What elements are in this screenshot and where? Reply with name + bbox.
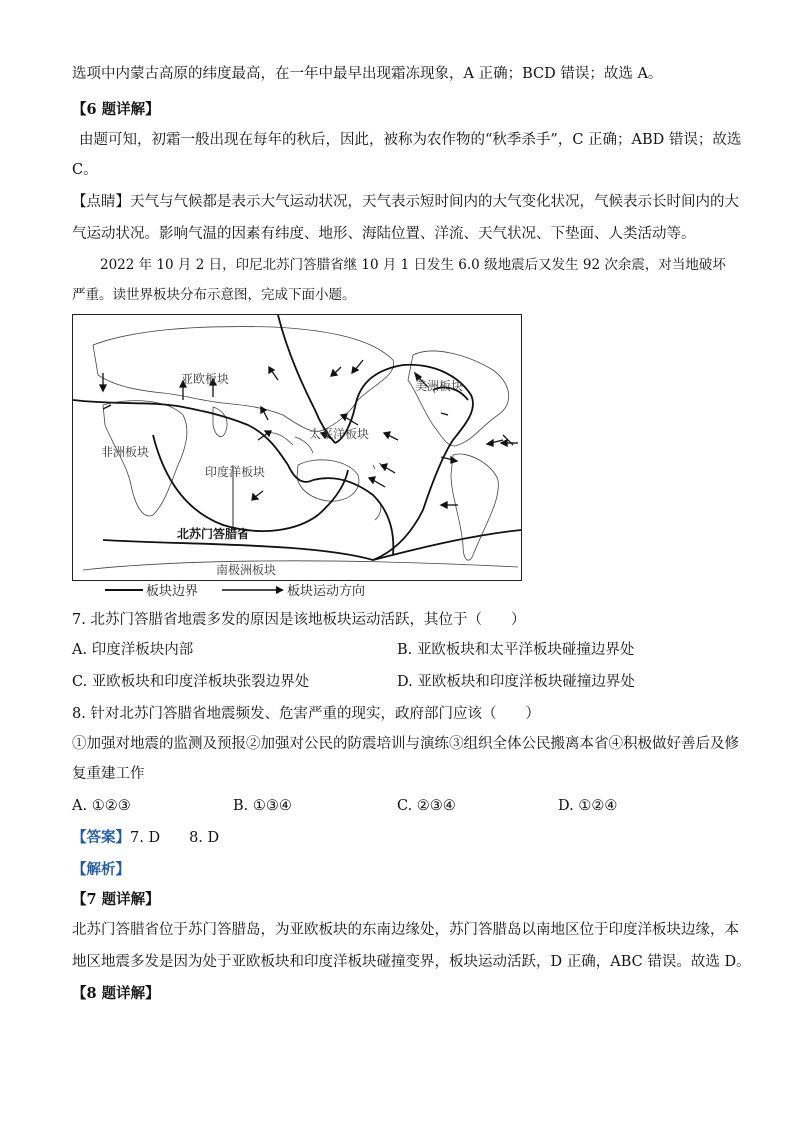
question-7-stem: 7. 北苏门答腊省地震多发的原因是该地板块运动活跃，其位于（ ）	[72, 612, 526, 628]
answer-label: 【答案】	[72, 829, 130, 846]
legend-boundary-icon	[105, 584, 145, 596]
q8-option-c: C. ②③④	[397, 798, 456, 814]
q7-option-c: C. 亚欧板块和印度洋板块张裂边界处	[72, 674, 310, 690]
question-8-body: 复重建工作	[72, 766, 145, 782]
q8-option-d: D. ①②④	[558, 798, 618, 814]
text-line: 严重。读世界板块分布示意图，完成下面小题。	[72, 287, 356, 303]
text-line: 选项中内蒙古高原的纬度最高，在一年中最早出现霜冻现象，A 正确；BCD 错误；故选 A。	[72, 66, 663, 82]
detail-7-text: 地区地震多发是因为处于亚欧板块和印度洋板块碰撞变界，板块运动活跃，D 正确，ABC 错误。故选 D。	[72, 954, 751, 970]
q7-option-d: D. 亚欧板块和印度洋板块碰撞边界处	[397, 674, 635, 690]
text-line: 由题可知，初霜一般出现在每年的秋后，因此，被称为农作物的“秋季杀手”，C 正确；ABD 错误；故选	[79, 132, 742, 148]
text-line: C。	[72, 162, 98, 178]
legend-direction-label: 板块运动方向	[287, 584, 366, 599]
detail-8-heading: 【8 题详解】	[72, 985, 160, 1002]
detail-7-heading: 【7 题详解】	[72, 891, 160, 908]
label-antarctic-plate: 南极洲板块	[216, 563, 277, 577]
text-line: 气运动状况。影响气温的因素有纬度、地形、海陆位置、洋流、天气状况、下垫面、人类活动等。	[72, 226, 696, 242]
label-north-sumatra: 北苏门答腊省	[177, 527, 250, 541]
label-africa-plate: 非洲板块	[101, 445, 150, 459]
legend-direction-arrow-icon	[222, 584, 286, 596]
answer-text: 7. D 8. D	[130, 830, 220, 846]
text-line: 【点睛】天气与气候都是表示大气运动状况，天气表示短时间内的大气变化状况，气候表示长时间内的大	[72, 194, 739, 210]
answer-row	[72, 828, 724, 848]
question-8-stem: 8. 针对北苏门答腊省地震频发、危害严重的现实，政府部门应该（ ）	[72, 706, 540, 722]
label-eurasia-plate: 亚欧板块	[181, 372, 230, 386]
text-line: 2022 年 10 月 2 日，印尼北苏门答腊省继 10 月 1 日发生 6.0 级地震后又发生 92 次余震，对当地破坏	[100, 257, 726, 273]
world-plate-map	[72, 314, 522, 581]
q8-option-b: B. ①③④	[233, 798, 292, 814]
label-pacific-plate: 太平洋板块	[309, 427, 370, 441]
legend-boundary-label: 板块边界	[146, 584, 199, 599]
label-america-plate: 美洲板块	[415, 379, 464, 393]
label-indian-plate: 印度洋板块	[205, 465, 266, 479]
detail-7-text: 北苏门答腊省位于苏门答腊岛，为亚欧板块的东南边缘处，苏门答腊岛以南地区位于印度洋板块边缘，本	[72, 922, 739, 938]
q7-option-a: A. 印度洋板块内部	[72, 642, 194, 658]
question-8-body: ①加强对地震的监测及预报②加强对公民的防震培训与演练③组织全体公民搬离本省④积极做好善后及修	[72, 736, 739, 752]
analysis-heading: 【解析】	[72, 861, 130, 878]
q8-option-a: A. ①②③	[72, 798, 131, 814]
q7-option-b: B. 亚欧板块和太平洋板块碰撞边界处	[397, 642, 635, 658]
section-heading: 【6 题详解】	[72, 101, 160, 118]
